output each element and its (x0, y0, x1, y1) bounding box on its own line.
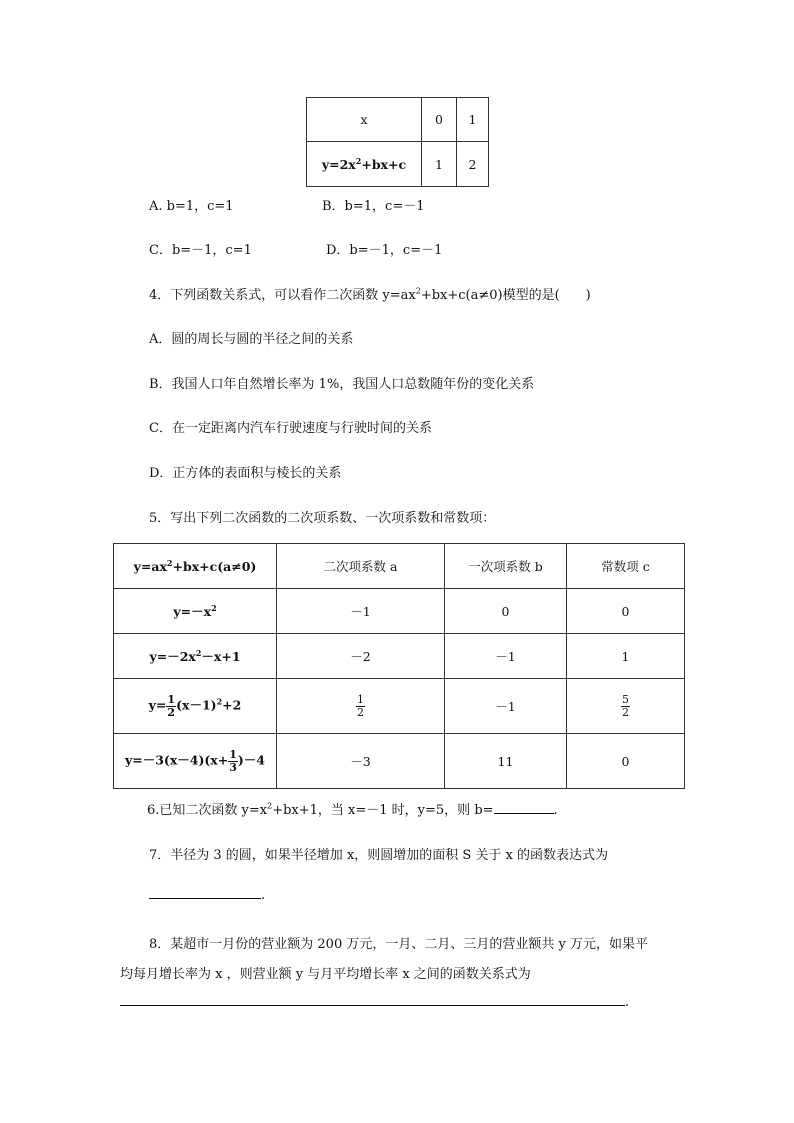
question-6: 6.已知二次函数 $y=x^2+bx+1$，当 x=－1 时，y=5，则 b= . (147, 801, 558, 818)
option-a: A. b=1，c=1 (149, 199, 234, 214)
answer-blank[interactable] (149, 898, 261, 899)
table-cell: 0 (567, 589, 685, 634)
question-4-stem: 4．下列函数关系式，可以看作二次函数 $y=ax^2+bx+c(a\ne 0)$模型的是( ) (149, 286, 591, 303)
question-8-answer: . (120, 995, 629, 1010)
table-cell: x (307, 98, 422, 142)
table-cell (567, 679, 685, 734)
option-b: B．b=1，c=－1 (322, 199, 425, 214)
table-cell: 0 (445, 589, 567, 634)
table-cell: －1 (277, 589, 445, 634)
question-8-line-1: 8．某超市一月份的营业额为 200 万元，一月、二月、三月的营业额共 y 万元，如果平 (149, 937, 648, 952)
table-cell: y=－3(x－4)(x+ $\frac{1}{3}$ )－4 (114, 734, 277, 789)
question-8-line-2: 均每月增长率为 x ，则营业额 y 与月平均增长率 x 之间的函数关系式为 (120, 967, 531, 982)
table-row (307, 142, 489, 187)
table-cell: －1 (445, 679, 567, 734)
answer-blank[interactable] (494, 813, 554, 814)
q4-option-c: C．在一定距离内汽车行驶速度与行驶时间的关系 (149, 421, 432, 436)
option-d: D．b=－1，c=－1 (326, 243, 443, 258)
table-cell: $y=-x^2$ (114, 589, 277, 634)
table-coefficients (113, 543, 685, 789)
question-7: 7．半径为 3 的圆，如果半径增加 x，则圆增加的面积 S 关于 x 的函数表达式为 (149, 848, 609, 863)
table-cell: $y=-2x^2-x+1$ (114, 634, 277, 679)
table-row (114, 634, 685, 679)
question-5-stem: 5．写出下列二次函数的二次项系数、一次项系数和常数项： (149, 511, 496, 526)
table-header-row (114, 544, 685, 589)
table-cell: 0 (422, 98, 457, 142)
table-cell: －3 (277, 734, 445, 789)
table-cell: 1 (422, 142, 457, 187)
option-c: C．b=－1，c=1 (149, 243, 252, 258)
answer-blank[interactable] (120, 1005, 625, 1006)
table-cell: y= $\frac{1}{2}$ $(x-1)^2+2$ (114, 679, 277, 734)
table-cell: 11 (445, 734, 567, 789)
table-header: 二次项系数 a (277, 544, 445, 589)
table-cell: －2 (277, 634, 445, 679)
question-7-answer: . (149, 888, 265, 903)
table-cell: －1 (445, 634, 567, 679)
q4-option-a: A．圆的周长与圆的半径之间的关系 (149, 332, 354, 347)
table-row (114, 679, 685, 734)
q4-option-d: D．正方体的表面积与棱长的关系 (149, 466, 342, 481)
table-cell: 1 (567, 634, 685, 679)
table-row (307, 98, 489, 142)
table-cell: 1 (457, 98, 489, 142)
table-x-values (306, 97, 489, 187)
table-cell: 0 (567, 734, 685, 789)
table-row (114, 734, 685, 789)
table-cell: $y=2x^2+bx+c$ (307, 142, 422, 187)
fraction: $\frac{5}{2}$ (622, 692, 629, 719)
q4-option-b: B．我国人口年自然增长率为 1%，我国人口总数随年份的变化关系 (149, 377, 535, 392)
fraction: $\frac{1}{2}$ (167, 692, 176, 719)
fraction: $\frac{1}{2}$ (357, 692, 364, 719)
table-header: $y=ax^2+bx+c(a\ne 0)$ (114, 544, 277, 589)
table-header: 常数项 c (567, 544, 685, 589)
fraction: $\frac{1}{3}$ (229, 747, 237, 774)
table-cell: 2 (457, 142, 489, 187)
table-row (114, 589, 685, 634)
table-cell (277, 679, 445, 734)
table-header: 一次项系数 b (445, 544, 567, 589)
